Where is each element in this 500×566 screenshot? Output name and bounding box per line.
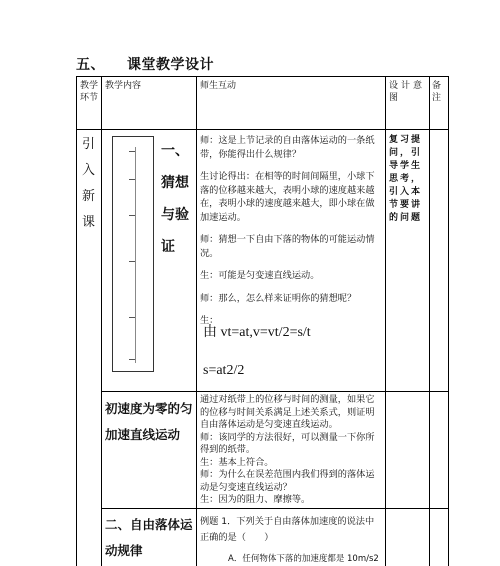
row1-content-title: 一、猜想与验证 [161,143,189,255]
table-divider [429,76,430,566]
dialogue-line: 师：那么，怎么样来证明你的猜想呢？ [200,292,357,304]
row3-content-title: 二、自由落体运动规律 [105,517,193,558]
table-divider [196,76,197,566]
row2-content-title: 初速度为零的匀加速直线运动 [105,401,193,442]
dialogue-line: 师：为什么在误差范围内我们得到的落体运动是匀变速直线运动？ [200,469,375,493]
table-border-left [76,76,77,566]
formula-line-1: 由 vt=at,v=vt/2=s/t [203,325,311,340]
header-notes: 备注 [432,81,442,103]
row1-intent: 复习提问，引导学生思考，引入本节要讲的问题 [389,135,423,223]
dialogue-line: 生讨论得出：在相等的时间间隔里，小球下落的位移越来越大，表明小球的速度越来越在，表明小球的速度越来越大，即小球在做加速运动。 [200,171,375,223]
table-divider [385,76,386,566]
header-content: 教学内容 [105,81,142,91]
dialogue-line: 师：该同学的方法很好，可以测量一下你所得到的纸带。 [200,431,375,455]
dialogue-line: 生： [200,315,219,326]
header-interaction: 师生互动 [200,81,237,91]
section-number: 五、 [76,57,105,73]
paper-tape-figure [112,136,154,372]
header-intent: 设计意图 [389,81,426,103]
table-divider [101,76,102,566]
row3-option-a: A．任何物体下落的加速度都是 10m/s2 [228,554,379,564]
row3-example: 例题 1．下列关于自由落体加速度的说法中正确的是（ ） [200,516,375,543]
table-border-right [448,76,449,566]
stage-label: 引入新课 [82,137,96,230]
section-title: 课堂教学设计 [127,57,214,73]
row2-dialogue [200,394,382,507]
formula-line-2: s=at2/2 [203,363,245,378]
dialogue-line: 师：这是上节记录的自由落体运动的一条纸带，你能得出什么规律？ [200,135,375,160]
dialogue-line: 通过对纸带上的位移与时间的测量，如果它的位移与时间关系满足上述关系式，则证明自由落体运动是匀变速直线运动。 [200,394,375,430]
table-divider [101,508,449,509]
dialogue-line: 生：因为的阻力、摩擦等。 [200,494,311,505]
section-heading [76,54,214,74]
row1-dialogue [200,134,382,340]
table-border-top [76,76,449,77]
table-divider [76,129,449,130]
dialogue-line: 师：猜想一下自由下落的物体的可能运动情况。 [200,234,375,259]
header-stage: 教学环节 [80,81,99,103]
dialogue-line: 生：基本上符合。 [200,456,274,468]
table-divider [101,391,449,392]
dialogue-line: 生：可能是匀变速直线运动。 [200,270,320,281]
